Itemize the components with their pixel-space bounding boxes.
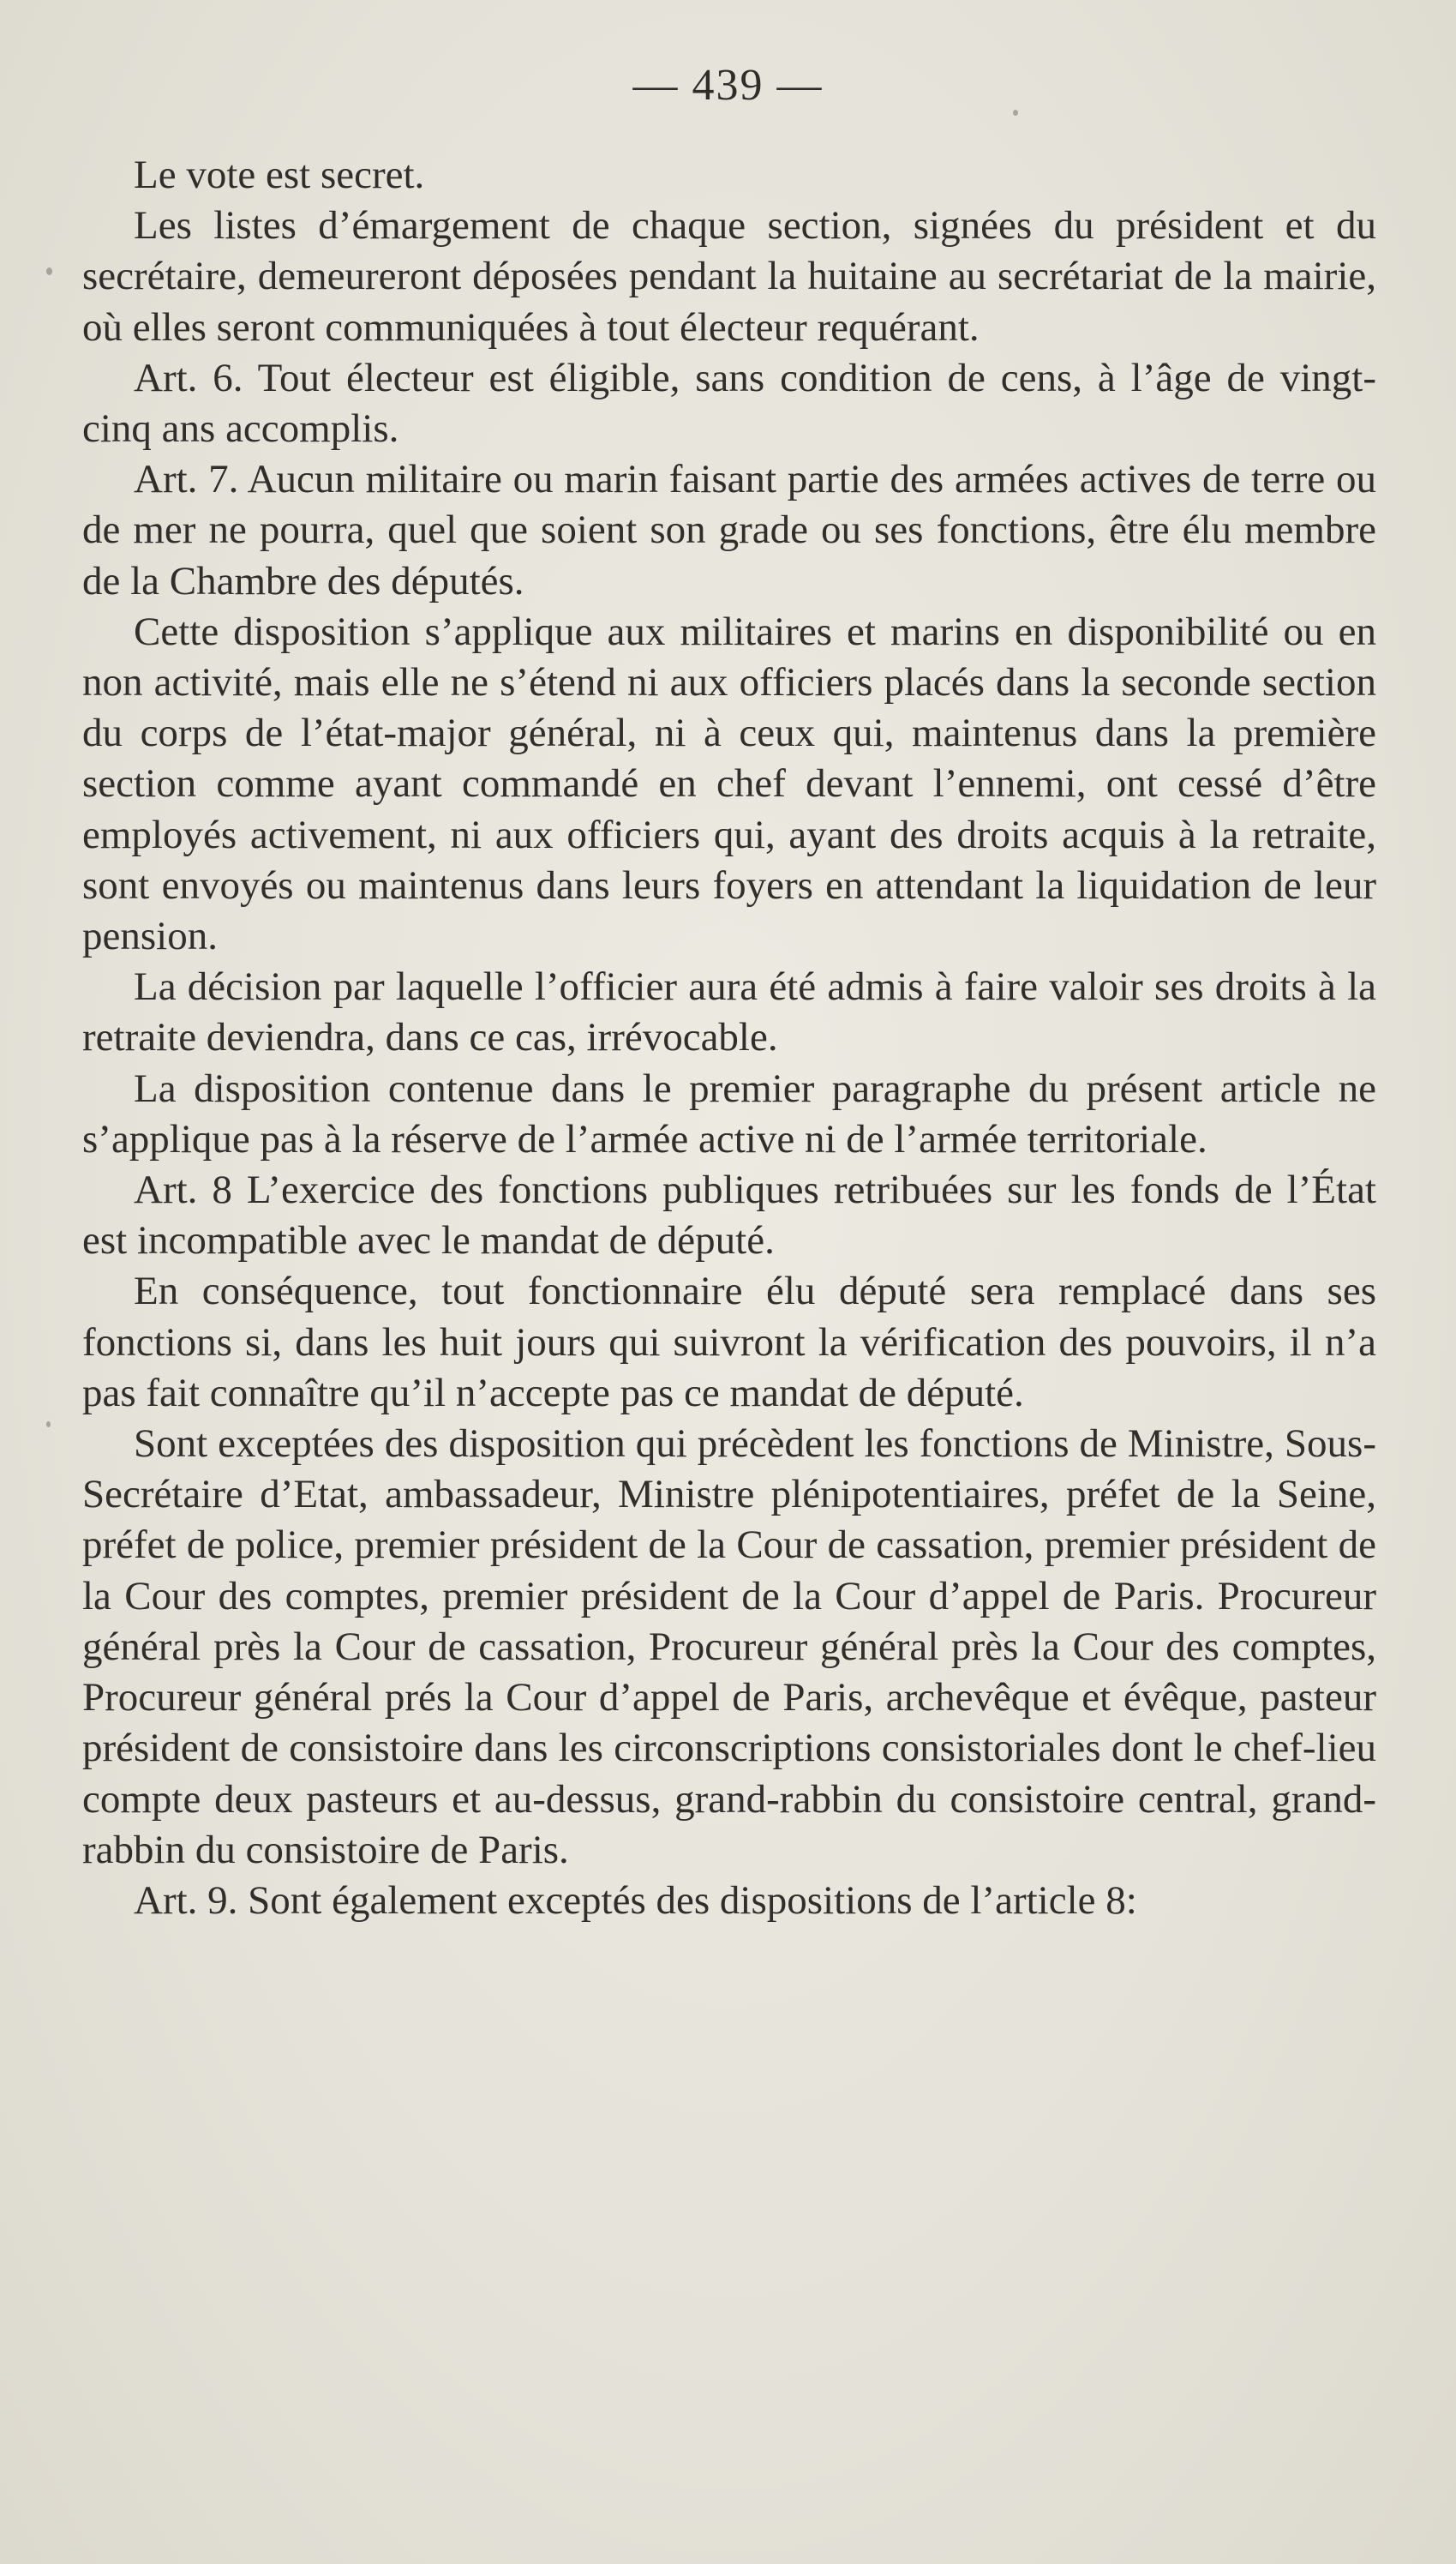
paragraph: La disposition contenue dans le premier paragraphe du présent article ne s’applique pas à la réserve de l’armée active ni de l’armée territoriale. [82,1066,1376,1162]
paragraph: Cette disposition s’applique aux militaires et marins en disponibilité ou en non activité, mais elle ne s’étend ni aux officiers placés dans la seconde section du corps de l’état-major général, ni à ceux qui, maintenus dans la première section comme ayant commandé en chef devant l’ennemi, ont cessé d’être employés activement, ni aux officiers qui, ayant des droits acquis à la retraite, sont envoyés ou maintenus dans leurs foyers en attendant la liquidation de leur pension. [82,609,1376,959]
print-speck [46,267,52,275]
print-speck [46,1421,51,1427]
article-8: Art. 8 L’exercice des fonctions publiques retribuées sur les fonds de l’État est incompatible avec le mandat de député. [82,1168,1376,1264]
paragraph: La décision par laquelle l’officier aura été admis à faire valoir ses droits à la retraite deviendra, dans ce cas, irrévocable. [82,964,1376,1060]
article-9: Art. 9. Sont également exceptés des dispositions de l’article 8: [134,1877,1137,1923]
paragraph: Les listes d’émargement de chaque section, signées du président et du secrétaire, demeureront déposées pendant la huitaine au secrétariat de la mairie, où elles seront communiquées à tout électeur requérant. [82,203,1376,350]
article-7: Art. 7. Aucun militaire ou marin faisant partie des armées actives de terre ou de mer ne pourra, quel que soient son grade ou ses fonctions, être élu membre de la Chambre des députés. [82,457,1376,603]
page-number: — 439 — [632,61,824,110]
print-speck [1013,110,1018,116]
paragraph: En conséquence, tout fonctionnaire élu député sera remplacé dans ses fonctions si, dans les huit jours qui suivront la vérification des pouvoirs, il n’a pas fait connaître qu’il n’accepte pas ce mandat de député. [82,1269,1376,1415]
body-text [82,150,1376,1926]
article-6: Art. 6. Tout électeur est éligible, sans condition de cens, à l’âge de vingt-cinq ans accomplis. [82,355,1376,452]
paragraph: Sont exceptées des disposition qui précèdent les fonctions de Ministre, Sous-Secrétaire d’Etat, ambassadeur, Ministre plénipotentiaires, préfet de la Seine, préfet de police, premier président de la Cour de cassation, premier président de la Cour des comptes, premier président de la Cour d’appel de Paris. Procureur général près la Cour de cassation, Procureur général près la Cour des comptes, Procureur général prés la Cour d’appel de Paris, archevêque et évêque, pasteur président de consistoire dans les circonscriptions consistoriales dont le chef-lieu compte deux pasteurs et au-dessus, grand-rabbin du consistoire central, grand-rabbin du consistoire de Paris. [82,1421,1376,1872]
paragraph: Le vote est secret. [134,153,425,197]
